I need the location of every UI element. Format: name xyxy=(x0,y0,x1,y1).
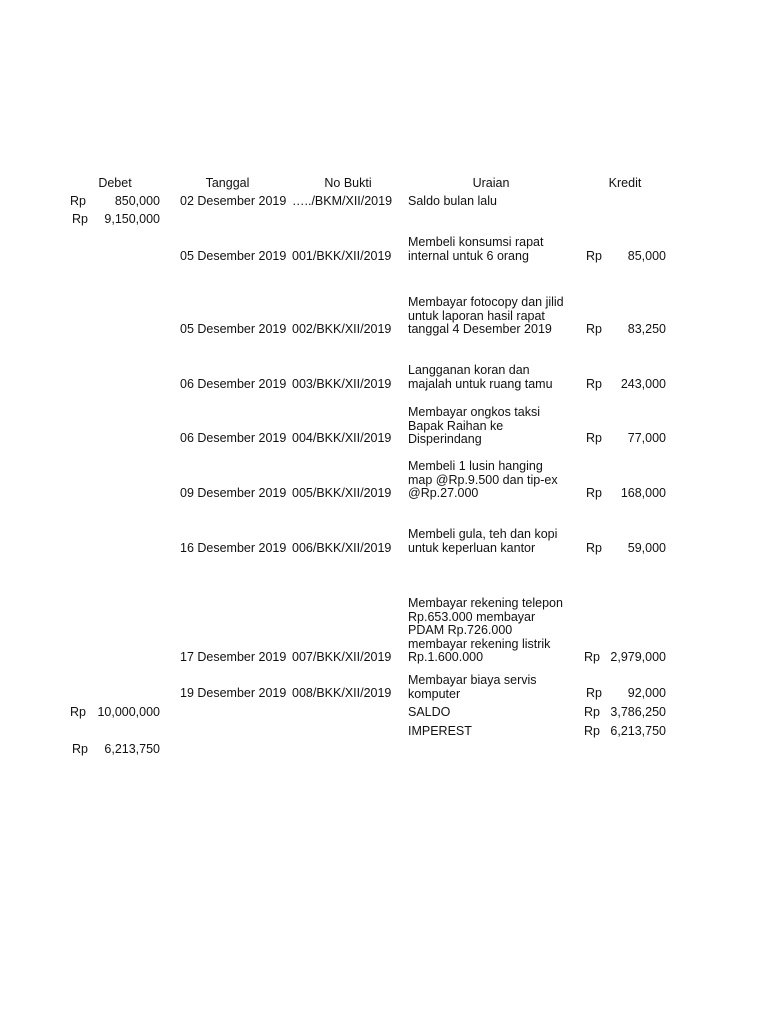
kredit-currency: Rp xyxy=(586,486,602,500)
kredit-currency: Rp xyxy=(586,377,602,391)
uraian-line: Rp.1.600.000 xyxy=(408,650,484,664)
kredit-amount: 92,000 xyxy=(627,686,666,700)
transaction-uraian xyxy=(408,296,564,337)
kredit-amount: 59,000 xyxy=(627,541,666,555)
saldo-amount: 3,786,250 xyxy=(610,705,666,719)
transaction-no-bukti: 008/BKK/XII/2019 xyxy=(292,686,392,700)
uraian-line: Membayar ongkos taksi xyxy=(408,405,541,419)
transaction-date: 06 Desember 2019 xyxy=(180,431,287,445)
kredit-currency: Rp xyxy=(586,431,602,445)
imprest-amount: 6,213,750 xyxy=(610,724,666,738)
debet-total-currency: Rp xyxy=(70,705,86,719)
debit-row-2-currency: Rp xyxy=(72,212,88,226)
transaction-uraian xyxy=(408,406,540,447)
transaction-date: 02 Desember 2019 xyxy=(180,194,287,208)
transaction-date: 16 Desember 2019 xyxy=(180,541,287,555)
transaction-uraian xyxy=(408,597,563,665)
transaction-date: 06 Desember 2019 xyxy=(180,377,287,391)
uraian-line: tanggal 4 Desember 2019 xyxy=(408,322,552,336)
transaction-uraian xyxy=(408,195,497,209)
uraian-line: Membeli gula, teh dan kopi xyxy=(408,527,558,541)
transaction-date: 17 Desember 2019 xyxy=(180,650,287,664)
saldo-currency: Rp xyxy=(584,705,600,719)
debit-row-2-amount: 9,150,000 xyxy=(104,212,160,226)
transaction-no-bukti: 001/BKK/XII/2019 xyxy=(292,249,392,263)
uraian-line: Disperindang xyxy=(408,432,482,446)
uraian-line: Membeli 1 lusin hanging xyxy=(408,459,543,473)
debit-row-1-currency: Rp xyxy=(70,194,86,208)
uraian-line: Saldo bulan lalu xyxy=(408,194,497,208)
transaction-date: 05 Desember 2019 xyxy=(180,249,287,263)
uraian-line: Rp.653.000 membayar xyxy=(408,609,536,624)
saldo-label: SALDO xyxy=(408,705,451,719)
uraian-line: Membeli konsumsi rapat xyxy=(408,235,544,249)
uraian-line: komputer xyxy=(408,686,461,701)
uraian-line: map @Rp.9.500 dan tip-ex xyxy=(408,472,558,487)
transaction-uraian xyxy=(408,460,558,501)
uraian-line: untuk laporan hasil rapat xyxy=(408,308,545,323)
imprest-currency: Rp xyxy=(584,724,600,738)
transaction-no-bukti: 002/BKK/XII/2019 xyxy=(292,322,392,336)
imprest-label: IMPEREST xyxy=(408,724,472,738)
kredit-currency: Rp xyxy=(586,686,602,700)
transaction-date: 05 Desember 2019 xyxy=(180,322,287,336)
transaction-date: 19 Desember 2019 xyxy=(180,686,287,700)
transaction-date: 09 Desember 2019 xyxy=(180,486,287,500)
uraian-line: majalah untuk ruang tamu xyxy=(408,376,553,391)
transaction-no-bukti: 007/BKK/XII/2019 xyxy=(292,650,392,664)
uraian-line: untuk keperluan kantor xyxy=(408,540,536,555)
uraian-line: membayar rekening listrik xyxy=(408,636,551,651)
uraian-line: @Rp.27.000 xyxy=(408,486,479,500)
kredit-currency: Rp xyxy=(586,322,602,336)
header-tanggal: Tanggal xyxy=(205,176,250,190)
uraian-line: Membayar biaya servis xyxy=(408,673,537,687)
transaction-no-bukti: 003/BKK/XII/2019 xyxy=(292,377,392,391)
uraian-line: Membayar rekening telepon xyxy=(408,596,563,610)
kredit-currency: Rp xyxy=(586,249,602,263)
transaction-uraian xyxy=(408,236,543,263)
transaction-uraian xyxy=(408,528,557,555)
transaction-no-bukti: 005/BKK/XII/2019 xyxy=(292,486,392,500)
transaction-no-bukti: 004/BKK/XII/2019 xyxy=(292,431,392,445)
transaction-uraian xyxy=(408,364,553,391)
debit-row-1-amount: 850,000 xyxy=(114,194,160,208)
debet-total-amount: 10,000,000 xyxy=(97,705,160,719)
uraian-line: Membayar fotocopy dan jilid xyxy=(408,295,564,309)
kredit-amount: 2,979,000 xyxy=(610,650,666,664)
uraian-line: Langganan koran dan xyxy=(408,363,530,377)
header-debet: Debet xyxy=(98,176,132,190)
transaction-no-bukti: …../BKM/XII/2019 xyxy=(292,194,393,208)
header-uraian: Uraian xyxy=(472,176,510,190)
kredit-amount: 77,000 xyxy=(627,431,666,445)
header-no-bukti: No Bukti xyxy=(324,176,372,190)
kredit-currency: Rp xyxy=(584,650,600,664)
kredit-amount: 85,000 xyxy=(627,249,666,263)
uraian-line: Bapak Raihan ke xyxy=(408,418,504,433)
kredit-amount: 83,250 xyxy=(627,322,666,336)
header-kredit: Kredit xyxy=(608,176,642,190)
kredit-currency: Rp xyxy=(586,541,602,555)
transaction-uraian xyxy=(408,674,537,701)
uraian-line: PDAM Rp.726.000 xyxy=(408,623,513,637)
kredit-amount: 243,000 xyxy=(620,377,666,391)
transaction-no-bukti: 006/BKK/XII/2019 xyxy=(292,541,392,555)
uraian-line: internal untuk 6 orang xyxy=(408,248,529,263)
debet-final-currency: Rp xyxy=(72,742,88,756)
debet-final-amount: 6,213,750 xyxy=(104,742,160,756)
kredit-amount: 168,000 xyxy=(620,486,666,500)
